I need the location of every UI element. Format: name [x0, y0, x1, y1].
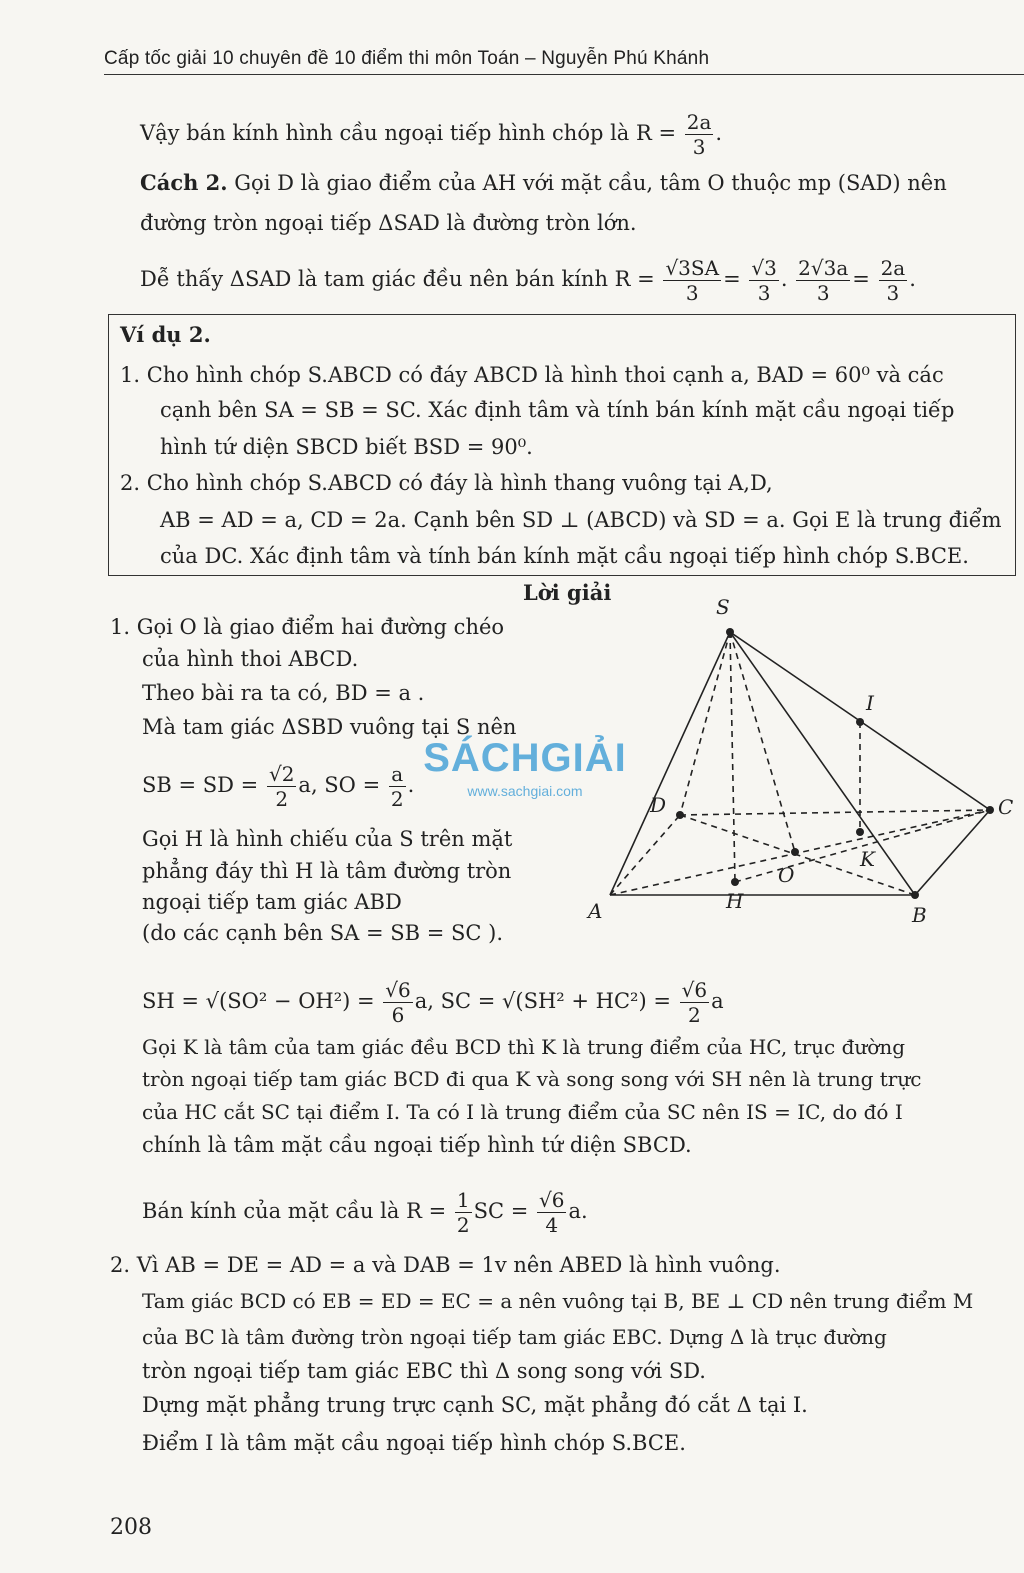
point-I	[856, 718, 864, 726]
fraction: $\frac{√3SA}{3}$	[665, 256, 720, 305]
solution-line: Mà tam giác ΔSBD vuông tại S nên	[142, 715, 517, 739]
solution-line: Tam giác BCD có EB = ED = EC = a nên vuông tại B, BE ⊥ CD nên trung điểm M	[142, 1289, 974, 1313]
label-O: O	[778, 863, 795, 887]
solution-line: tròn ngoại tiếp tam giác BCD đi qua K và song song với SH nên là trung trực	[142, 1067, 922, 1091]
label-B: B	[912, 903, 927, 927]
point-K	[856, 828, 864, 836]
label-D: D	[650, 793, 667, 817]
point-S	[726, 628, 734, 636]
solution-line: Gọi K là tâm của tam giác đều BCD thì K là trung điểm của HC, trục đường	[142, 1035, 906, 1059]
solution-line: (do các cạnh bên SA = SB = SC ).	[142, 921, 504, 945]
running-header	[104, 44, 1024, 75]
text-line: Dễ thấy ΔSAD là tam giác đều nên bán kính R = $\frac{√3SA}{3}$ = $\frac{√3}{3}$ . $\frac{2√3a}{3}$ = $\frac{2a}{3}$ .	[140, 256, 916, 305]
fraction: $\frac{√3}{3}$	[751, 256, 777, 305]
point-O	[791, 848, 799, 856]
label-I: I	[866, 691, 874, 715]
point-H	[731, 878, 739, 886]
watermark-url: www.sachgiai.com	[467, 783, 583, 799]
label-C: C	[998, 795, 1014, 819]
solution-line: phẳng đáy thì H là tâm đường tròn	[142, 859, 512, 883]
solution-line: 1. Gọi O là giao điểm hai đường chéo	[110, 615, 505, 639]
solution-line: Dựng mặt phẳng trung trực cạnh SC, mặt phẳng đó cắt Δ tại I.	[142, 1393, 808, 1417]
solution-line: SH = √(SO² − OH²) = $\frac{√6}{6}$ a, SC = √(SH² + HC²) = $\frac{√6}{2}$ a	[142, 978, 724, 1027]
fraction: $\frac{2a}{3}$	[880, 256, 906, 305]
page-number: 208	[110, 1515, 152, 1540]
solution-line: của hình thoi ABCD.	[142, 647, 359, 671]
label-H: H	[726, 889, 744, 913]
fraction: $\frac{2√3a}{3}$	[798, 256, 849, 305]
solution-line: Theo bài ra ta có, BD = a .	[142, 681, 425, 705]
watermark-logo	[410, 736, 640, 836]
solution-line: 2. Vì AB = DE = AD = a và DAB = 1v nên ABED là hình vuông.	[110, 1253, 781, 1277]
label-A: A	[588, 899, 603, 923]
fraction: $\frac{2a}{3}$	[686, 110, 712, 159]
problem-1-line: cạnh bên SA = SB = SC. Xác định tâm và tính bán kính mặt cầu ngoại tiếp	[160, 398, 955, 422]
problem-2-line: của DC. Xác định tâm và tính bán kính mặt cầu ngoại tiếp hình chóp S.BCE.	[160, 544, 969, 568]
label-K: K	[860, 847, 875, 871]
solution-line: chính là tâm mặt cầu ngoại tiếp hình tứ diện SBCD.	[142, 1133, 692, 1157]
text-line: Cách 2. Gọi D là giao điểm của AH với mặt cầu, tâm O thuộc mp (SAD) nên	[140, 170, 947, 195]
problem-2-line: 2. Cho hình chóp S.ABCD có đáy là hình thang vuông tại A,D,	[120, 471, 773, 495]
header-title: Cấp tốc giải 10 chuyên đề 10 điểm thi môn Toán – Nguyễn Phú Khánh	[104, 48, 710, 69]
text-line: đường tròn ngoại tiếp ΔSAD là đường tròn lớn.	[140, 211, 637, 235]
solution-line: Điểm I là tâm mặt cầu ngoại tiếp hình chóp S.BCE.	[142, 1431, 686, 1455]
solution-line: SB = SD = $\frac{√2}{2}$ a, SO = $\frac{a}{2}$ .	[142, 762, 415, 811]
solution-line: ngoại tiếp tam giác ABD	[142, 890, 402, 914]
solution-title: Lời giải	[523, 580, 612, 605]
solution-line: Gọi H là hình chiếu của S trên mặt	[142, 827, 513, 851]
watermark-brand: SÁCHGIẢI	[423, 736, 627, 780]
problem-1-line: hình tứ diện SBCD biết BSD = 90⁰.	[160, 435, 533, 459]
problem-1-line: 1. Cho hình chóp S.ABCD có đáy ABCD là hình thoi cạnh a, BAD = 60⁰ và các	[120, 363, 944, 387]
text-line: Vậy bán kính hình cầu ngoại tiếp hình chóp là R = $\frac{2a}{3}$ .	[140, 110, 723, 159]
solution-line: của BC là tâm đường tròn ngoại tiếp tam giác EBC. Dựng Δ là trục đường	[142, 1325, 887, 1349]
solution-line: tròn ngoại tiếp tam giác EBC thì Δ song song với SD.	[142, 1359, 706, 1383]
point-C	[986, 806, 994, 814]
point-B	[911, 891, 919, 899]
example-title: Ví dụ 2.	[120, 322, 211, 347]
problem-2-line: AB = AD = a, CD = 2a. Cạnh bên SD ⊥ (ABCD) và SD = a. Gọi E là trung điểm	[160, 508, 1002, 532]
solution-line: Bán kính của mặt cầu là R = $\frac{1}{2}$ SC = $\frac{√6}{4}$ a.	[142, 1188, 588, 1237]
solution-line: của HC cắt SC tại điểm I. Ta có I là trung điểm của SC nên IS = IC, do đó I	[142, 1100, 903, 1124]
point-D	[676, 811, 684, 819]
method-label: Cách 2.	[140, 170, 228, 195]
label-S: S	[716, 595, 730, 619]
